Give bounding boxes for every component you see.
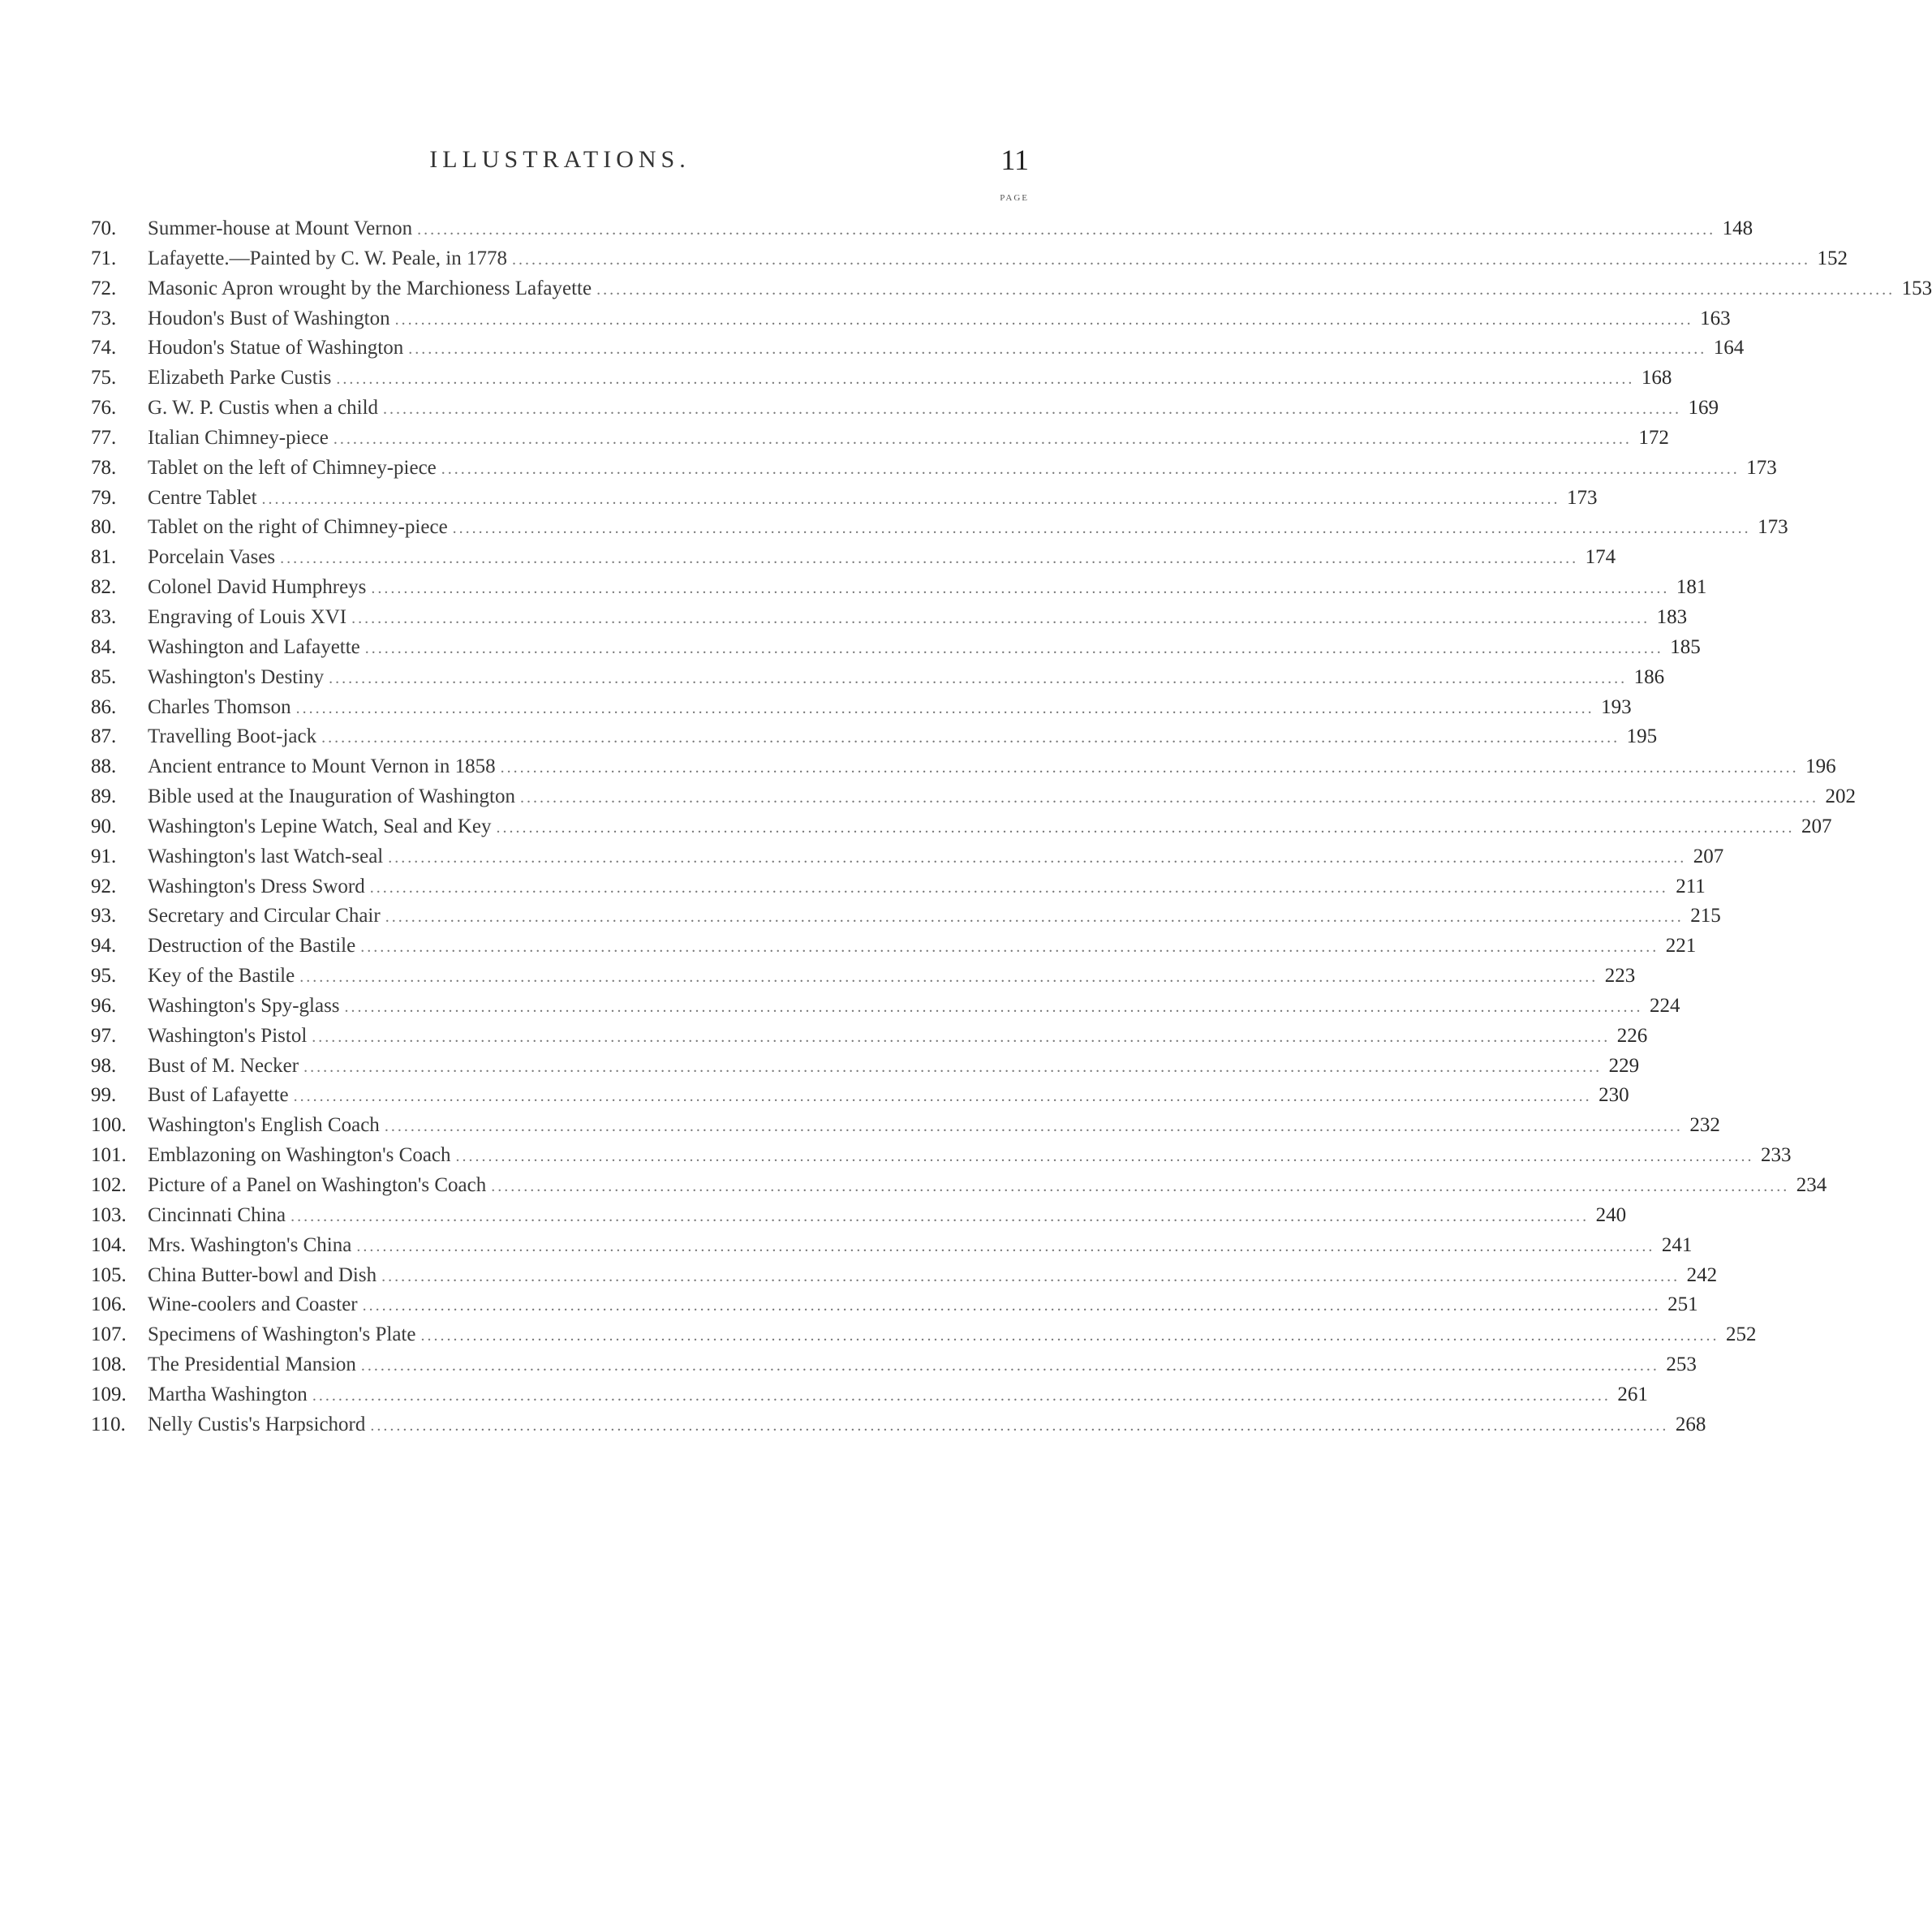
list-item — [91, 334, 1745, 364]
list-item — [91, 244, 1848, 274]
list-item — [91, 842, 1724, 872]
dot-leader: ........................................................................................................................................................................................................ — [303, 1057, 1603, 1076]
entry-page-number: 195 — [1626, 725, 1658, 748]
dot-leader: ........................................................................................................................................................................................................ — [312, 1386, 1611, 1405]
entry-number: 99. — [91, 1084, 117, 1107]
entry-title: Nelly Custis's Harpsichord — [148, 1413, 366, 1435]
list-item — [91, 663, 1665, 693]
list-item — [91, 752, 1836, 782]
page-column-label: PAGE — [1000, 193, 1029, 203]
entry-number: 93. — [91, 905, 117, 927]
list-item — [91, 1410, 1706, 1440]
dot-leader: ........................................................................................................................................................................................................ — [420, 1327, 1719, 1345]
list-item — [91, 932, 1697, 962]
entry-number: 81. — [91, 546, 117, 569]
list-item — [91, 1141, 1792, 1171]
list-item — [91, 902, 1721, 932]
entry-title: Colonel David Humphreys — [148, 576, 367, 599]
entry-page-number: 163 — [1700, 307, 1731, 329]
list-item — [91, 1231, 1693, 1261]
entry-number: 88. — [91, 755, 117, 778]
list-item — [91, 1380, 1648, 1410]
entry-number: 78. — [91, 456, 117, 479]
entry-page-number: 172 — [1638, 426, 1669, 449]
entry-number: 79. — [91, 486, 117, 509]
dot-leader: ........................................................................................................................................................................................................ — [261, 489, 1560, 508]
dot-leader: ........................................................................................................................................................................................................ — [500, 759, 1799, 777]
entry-page-number: 193 — [1601, 695, 1632, 718]
list-item — [91, 424, 1669, 454]
entry-number: 92. — [91, 875, 117, 897]
dot-leader: ........................................................................................................................................................................................................ — [496, 818, 1795, 837]
dot-leader: ........................................................................................................................................................................................................ — [293, 1087, 1592, 1106]
entry-number: 85. — [91, 665, 117, 688]
entry-title: Key of the Bastile — [148, 965, 295, 988]
entry-number: 102. — [91, 1174, 127, 1196]
entry-page-number: 173 — [1746, 456, 1777, 479]
entry-title: G. W. P. Custis when a child — [148, 397, 379, 420]
list-item — [91, 962, 1636, 992]
dot-leader: ........................................................................................................................................................................................................ — [417, 221, 1716, 239]
entry-title: Mrs. Washington's China — [148, 1233, 352, 1256]
entry-page-number: 207 — [1693, 845, 1724, 867]
entry-title: Bust of Lafayette — [148, 1084, 289, 1107]
dot-leader: ........................................................................................................................................................................................................ — [299, 968, 1599, 987]
entry-title: Washington's Lepine Watch, Seal and Key — [148, 815, 492, 837]
entry-title: Washington's last Watch-seal — [148, 845, 384, 867]
list-item — [91, 782, 1856, 812]
entry-title: Masonic Apron wrought by the Marchioness Lafayette — [148, 277, 592, 299]
entry-page-number: 173 — [1567, 486, 1598, 509]
entry-number: 104. — [91, 1233, 127, 1256]
list-item — [91, 633, 1701, 663]
entry-page-number: 181 — [1676, 576, 1707, 599]
dot-leader: ........................................................................................................................................................................................................ — [360, 938, 1659, 957]
entry-number: 74. — [91, 337, 117, 359]
entry-page-number: 241 — [1661, 1233, 1693, 1256]
entry-page-number: 226 — [1616, 1024, 1648, 1047]
entry-number: 96. — [91, 994, 117, 1017]
list-item — [91, 1052, 1640, 1082]
entry-title: Travelling Boot-jack — [148, 725, 317, 748]
entry-title: Tablet on the right of Chimney-piece — [148, 516, 448, 539]
entry-page-number: 253 — [1666, 1353, 1697, 1376]
entry-title: Porcelain Vases — [148, 546, 276, 569]
list-item — [91, 484, 1598, 514]
entry-number: 110. — [91, 1413, 126, 1435]
list-item — [91, 1022, 1648, 1052]
entry-page-number: 232 — [1689, 1114, 1720, 1137]
entry-title: Martha Washington — [148, 1383, 308, 1405]
entry-number: 72. — [91, 277, 117, 299]
entry-number: 83. — [91, 605, 117, 628]
entry-number: 77. — [91, 426, 117, 449]
list-item — [91, 394, 1719, 424]
illustrations-list — [91, 214, 1932, 1440]
list-item — [91, 1201, 1627, 1231]
entry-title: China Butter-bowl and Dish — [148, 1263, 377, 1286]
entry-number: 76. — [91, 397, 117, 420]
dot-leader: ........................................................................................................................................................................................................ — [364, 639, 1663, 657]
entry-title: Centre Tablet — [148, 486, 257, 509]
list-item — [91, 1261, 1718, 1291]
entry-title: Lafayette.—Painted by C. W. Peale, in 1778 — [148, 247, 507, 269]
list-item — [91, 304, 1731, 334]
entry-number: 91. — [91, 845, 117, 867]
entry-title: Washington's Pistol — [148, 1024, 308, 1047]
entry-number: 94. — [91, 935, 117, 958]
entry-number: 106. — [91, 1293, 127, 1316]
entry-page-number: 148 — [1722, 217, 1753, 239]
entry-number: 108. — [91, 1353, 127, 1376]
entry-page-number: 240 — [1595, 1203, 1627, 1226]
entry-page-number: 242 — [1686, 1263, 1718, 1286]
list-item — [91, 543, 1616, 573]
entry-title: Italian Chimney-piece — [148, 426, 329, 449]
entry-page-number: 261 — [1617, 1383, 1648, 1405]
entry-title: Bust of M. Necker — [148, 1054, 299, 1077]
dot-leader: ........................................................................................................................................................................................................ — [362, 1297, 1661, 1315]
entry-page-number: 215 — [1690, 905, 1721, 927]
entry-number: 89. — [91, 785, 117, 808]
dot-leader: ........................................................................................................................................................................................................ — [295, 699, 1594, 717]
list-item — [91, 274, 1932, 304]
dot-leader: ........................................................................................................................................................................................................ — [369, 878, 1668, 897]
dot-leader: ........................................................................................................................................................................................................ — [383, 400, 1682, 419]
dot-leader: ........................................................................................................................................................................................................ — [394, 310, 1693, 329]
dot-leader: ........................................................................................................................................................................................................ — [360, 1357, 1659, 1375]
list-item — [91, 603, 1688, 633]
dot-leader: ........................................................................................................................................................................................................ — [388, 848, 1687, 867]
entry-page-number: 268 — [1675, 1413, 1706, 1435]
dot-leader: ........................................................................................................................................................................................................ — [511, 250, 1810, 269]
entry-title: Wine-coolers and Coaster — [148, 1293, 358, 1316]
list-item — [91, 364, 1672, 394]
entry-number: 101. — [91, 1144, 127, 1167]
entry-page-number: 186 — [1633, 665, 1665, 688]
dot-leader: ........................................................................................................................................................................................................ — [452, 519, 1751, 538]
entry-page-number: 234 — [1796, 1174, 1827, 1196]
entry-page-number: 174 — [1585, 546, 1616, 569]
entry-number: 109. — [91, 1383, 127, 1405]
entry-number: 87. — [91, 725, 117, 748]
entry-page-number: 224 — [1650, 994, 1680, 1017]
entry-page-number: 229 — [1608, 1054, 1640, 1077]
list-item — [91, 1350, 1697, 1380]
running-head — [91, 146, 1029, 182]
list-item — [91, 722, 1658, 752]
entry-number: 95. — [91, 965, 117, 988]
dot-leader: ........................................................................................................................................................................................................ — [336, 370, 1635, 389]
list-item — [91, 1320, 1757, 1350]
entry-number: 71. — [91, 247, 117, 269]
entry-title: Houdon's Statue of Washington — [148, 337, 404, 359]
entry-number: 73. — [91, 307, 117, 329]
entry-page-number: 230 — [1599, 1084, 1629, 1107]
dot-leader: ........................................................................................................................................................................................................ — [344, 997, 1643, 1016]
entry-title: Cincinnati China — [148, 1203, 286, 1226]
entry-number: 86. — [91, 695, 117, 718]
entry-title: Specimens of Washington's Plate — [148, 1323, 416, 1346]
entry-page-number: 252 — [1725, 1323, 1757, 1346]
entry-page-number: 211 — [1676, 875, 1706, 897]
entry-title: Charles Thomson — [148, 695, 291, 718]
entry-title: Picture of a Panel on Washington's Coach — [148, 1174, 487, 1196]
entry-number: 82. — [91, 576, 117, 599]
entry-number: 103. — [91, 1203, 127, 1226]
list-item — [91, 513, 1788, 543]
dot-leader: ........................................................................................................................................................................................................ — [441, 459, 1740, 478]
entry-title: Washington's Spy-glass — [148, 994, 340, 1017]
list-item — [91, 214, 1753, 244]
list-item — [91, 1290, 1698, 1320]
dot-leader: ........................................................................................................................................................................................................ — [384, 1117, 1683, 1136]
entry-page-number: 169 — [1688, 397, 1719, 420]
entry-number: 100. — [91, 1114, 127, 1137]
dot-leader: ........................................................................................................................................................................................................ — [356, 1237, 1655, 1255]
entry-title: Elizabeth Parke Custis — [148, 367, 332, 389]
entry-title: Bible used at the Inauguration of Washington — [148, 785, 515, 808]
running-title: ILLUSTRATIONS. — [429, 146, 691, 173]
dot-leader: ........................................................................................................................................................................................................ — [596, 280, 1895, 299]
entry-number: 84. — [91, 635, 117, 658]
entry-number: 75. — [91, 367, 117, 389]
entry-title: Destruction of the Bastile — [148, 935, 356, 958]
list-item — [91, 1171, 1827, 1201]
list-item — [91, 454, 1777, 484]
entry-page-number: 221 — [1665, 935, 1697, 958]
dot-leader: ........................................................................................................................................................................................................ — [455, 1147, 1754, 1166]
entry-title: Summer-house at Mount Vernon — [148, 217, 413, 239]
dot-leader: ........................................................................................................................................................................................................ — [370, 1416, 1669, 1435]
entry-page-number: 164 — [1713, 337, 1745, 359]
entry-page-number: 196 — [1805, 755, 1836, 778]
entry-page-number: 223 — [1604, 965, 1636, 988]
entry-page-number: 152 — [1817, 247, 1848, 269]
entry-title: Washington's Dress Sword — [148, 875, 365, 897]
dot-leader: ........................................................................................................................................................................................................ — [280, 549, 1579, 568]
dot-leader: ........................................................................................................................................................................................................ — [385, 908, 1684, 927]
list-item — [91, 992, 1680, 1022]
entry-title: Secretary and Circular Chair — [148, 905, 381, 927]
entry-number: 70. — [91, 217, 117, 239]
entry-title: Engraving of Louis XVI — [148, 605, 347, 628]
list-item — [91, 872, 1706, 902]
dot-leader: ........................................................................................................................................................................................................ — [371, 579, 1670, 598]
dot-leader: ........................................................................................................................................................................................................ — [381, 1267, 1680, 1285]
entry-title: Emblazoning on Washington's Coach — [148, 1144, 451, 1167]
dot-leader: ........................................................................................................................................................................................................ — [329, 669, 1628, 687]
entry-page-number: 251 — [1667, 1293, 1698, 1316]
entry-number: 105. — [91, 1263, 127, 1286]
entry-page-number: 233 — [1761, 1144, 1792, 1167]
entry-title: The Presidential Mansion — [148, 1353, 356, 1376]
entry-page-number: 183 — [1656, 605, 1688, 628]
list-item — [91, 812, 1832, 842]
page-number: 11 — [1000, 144, 1029, 176]
entry-page-number: 185 — [1670, 635, 1701, 658]
dot-leader: ........................................................................................................................................................................................................ — [520, 789, 1818, 807]
entry-page-number: 207 — [1801, 815, 1832, 837]
entry-number: 80. — [91, 516, 117, 539]
entry-title: Washington and Lafayette — [148, 635, 360, 658]
list-item — [91, 573, 1707, 603]
entry-number: 98. — [91, 1054, 117, 1077]
entry-title: Tablet on the left of Chimney-piece — [148, 456, 437, 479]
entry-title: Washington's English Coach — [148, 1114, 380, 1137]
entry-page-number: 202 — [1825, 785, 1856, 808]
list-item — [91, 1111, 1720, 1141]
dot-leader: ........................................................................................................................................................................................................ — [351, 609, 1650, 627]
entry-number: 107. — [91, 1323, 127, 1346]
entry-title: Washington's Destiny — [148, 665, 325, 688]
entry-page-number: 153 — [1901, 277, 1932, 299]
list-item — [91, 693, 1632, 723]
entry-number: 90. — [91, 815, 117, 837]
entry-page-number: 173 — [1758, 516, 1788, 539]
entry-number: 97. — [91, 1024, 117, 1047]
dot-leader: ........................................................................................................................................................................................................ — [333, 429, 1632, 448]
entry-page-number: 168 — [1641, 367, 1672, 389]
dot-leader: ........................................................................................................................................................................................................ — [491, 1177, 1790, 1195]
list-item — [91, 1081, 1629, 1111]
dot-leader: ........................................................................................................................................................................................................ — [408, 340, 1707, 359]
dot-leader: ........................................................................................................................................................................................................ — [290, 1207, 1590, 1225]
dot-leader: ........................................................................................................................................................................................................ — [312, 1027, 1611, 1046]
dot-leader: ........................................................................................................................................................................................................ — [321, 729, 1620, 747]
entry-title: Houdon's Bust of Washington — [148, 307, 390, 329]
entry-title: Ancient entrance to Mount Vernon in 1858 — [148, 755, 496, 778]
